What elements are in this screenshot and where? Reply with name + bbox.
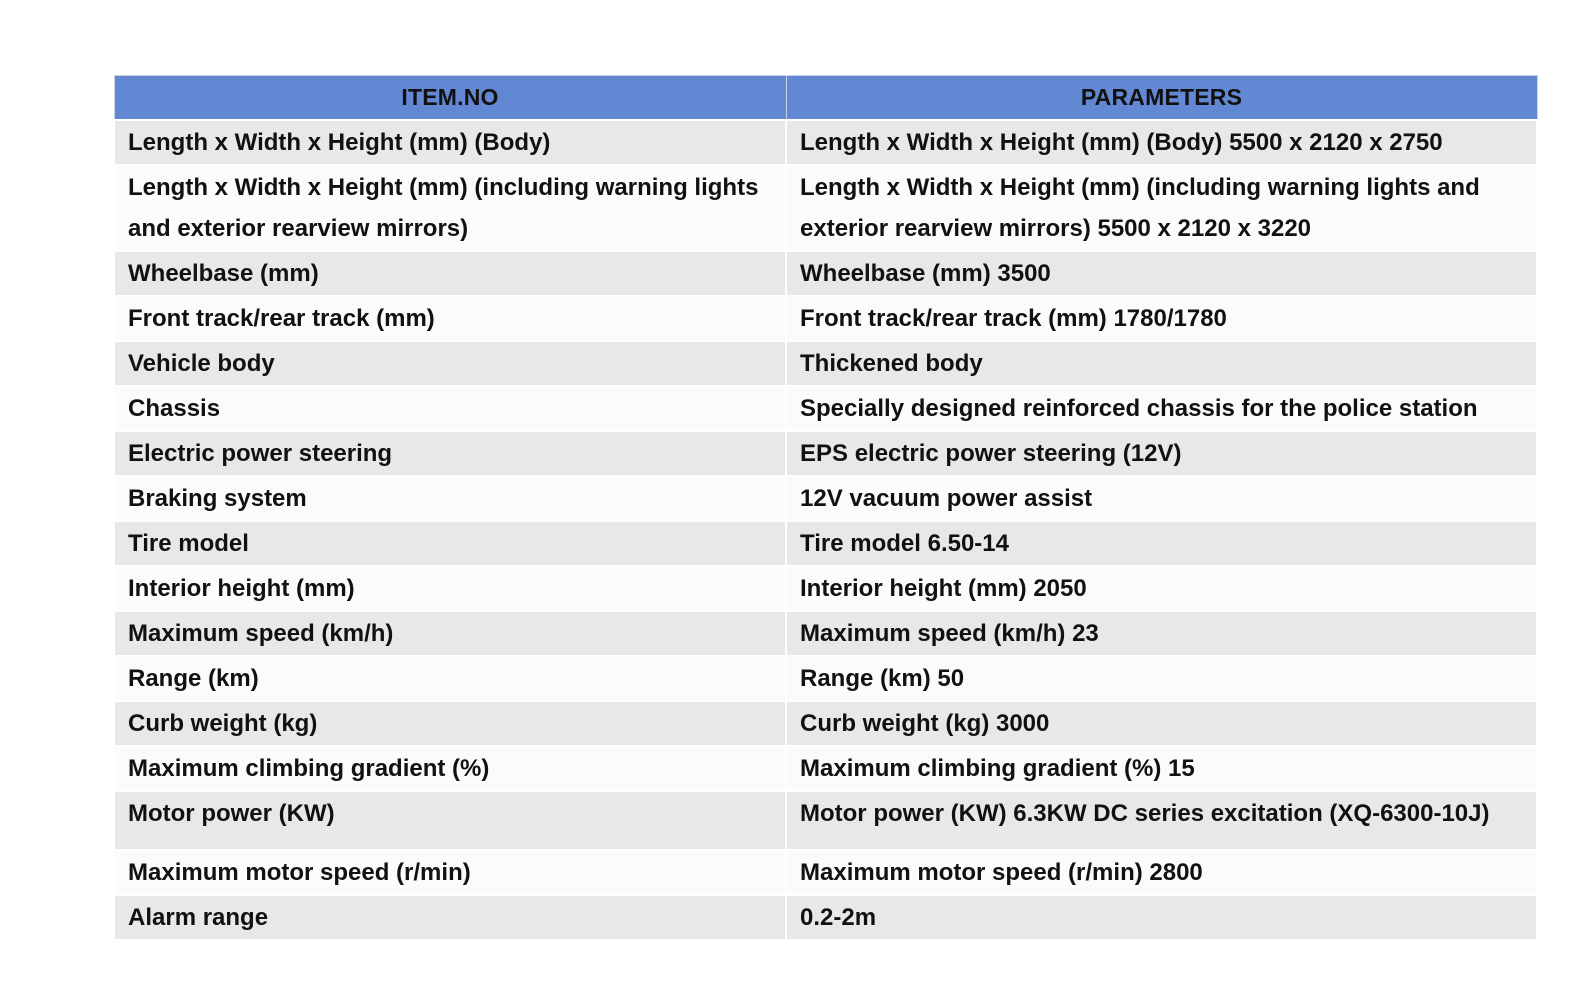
table-header-row <box>114 76 1537 121</box>
table-row <box>114 296 1537 341</box>
item-cell: Length x Width x Height (mm) (including warning lights and exterior rearview mirrors) <box>114 165 786 251</box>
table-row <box>114 701 1537 746</box>
table-row <box>114 431 1537 476</box>
table-row <box>114 120 1537 165</box>
parameter-cell: Wheelbase (mm) 3500 <box>786 251 1537 296</box>
item-cell: Electric power steering <box>114 431 786 476</box>
header-item-no: ITEM.NO <box>114 76 786 121</box>
table-row <box>114 386 1537 431</box>
table-row <box>114 895 1537 940</box>
item-cell: Curb weight (kg) <box>114 701 786 746</box>
table-row <box>114 476 1537 521</box>
table-row <box>114 165 1537 251</box>
item-cell: Front track/rear track (mm) <box>114 296 786 341</box>
item-cell: Tire model <box>114 521 786 566</box>
parameter-cell: 0.2-2m <box>786 895 1537 940</box>
item-cell: Alarm range <box>114 895 786 940</box>
parameter-cell: Length x Width x Height (mm) (including warning lights and exterior rearview mirrors) 5500 x 2120 x 3220 <box>786 165 1537 251</box>
item-cell: Length x Width x Height (mm) (Body) <box>114 120 786 165</box>
parameter-cell: Curb weight (kg) 3000 <box>786 701 1537 746</box>
item-cell: Interior height (mm) <box>114 566 786 611</box>
item-cell: Chassis <box>114 386 786 431</box>
item-cell: Motor power (KW) <box>114 791 786 850</box>
parameter-cell: Tire model 6.50-14 <box>786 521 1537 566</box>
parameter-cell: Front track/rear track (mm) 1780/1780 <box>786 296 1537 341</box>
table-row <box>114 656 1537 701</box>
item-cell: Vehicle body <box>114 341 786 386</box>
parameter-cell: EPS electric power steering (12V) <box>786 431 1537 476</box>
table-row <box>114 521 1537 566</box>
item-cell: Braking system <box>114 476 786 521</box>
specification-table <box>113 75 1538 941</box>
table-row <box>114 611 1537 656</box>
table-row <box>114 341 1537 386</box>
item-cell: Maximum motor speed (r/min) <box>114 850 786 895</box>
parameter-cell: Range (km) 50 <box>786 656 1537 701</box>
item-cell: Range (km) <box>114 656 786 701</box>
item-cell: Maximum climbing gradient (%) <box>114 746 786 791</box>
item-cell: Wheelbase (mm) <box>114 251 786 296</box>
parameter-cell: Length x Width x Height (mm) (Body) 5500 x 2120 x 2750 <box>786 120 1537 165</box>
table-row <box>114 791 1537 850</box>
parameter-cell: Thickened body <box>786 341 1537 386</box>
item-cell: Maximum speed (km/h) <box>114 611 786 656</box>
table-row <box>114 566 1537 611</box>
parameter-cell: Maximum speed (km/h) 23 <box>786 611 1537 656</box>
parameter-cell: Maximum motor speed (r/min) 2800 <box>786 850 1537 895</box>
parameter-cell: Interior height (mm) 2050 <box>786 566 1537 611</box>
table-row <box>114 746 1537 791</box>
parameter-cell: 12V vacuum power assist <box>786 476 1537 521</box>
parameter-cell: Maximum climbing gradient (%) 15 <box>786 746 1537 791</box>
table-row <box>114 251 1537 296</box>
parameter-cell: Specially designed reinforced chassis for the police station <box>786 386 1537 431</box>
parameter-cell: Motor power (KW) 6.3KW DC series excitation (XQ-6300-10J) <box>786 791 1537 850</box>
table-row <box>114 850 1537 895</box>
header-parameters: PARAMETERS <box>786 76 1537 121</box>
